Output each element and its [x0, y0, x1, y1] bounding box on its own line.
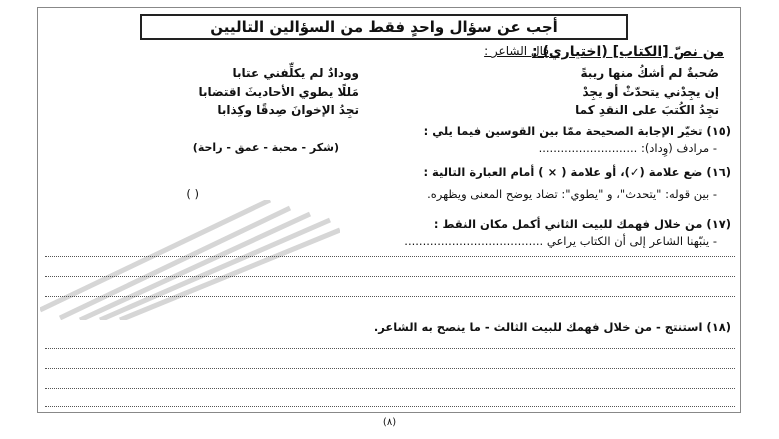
answer-line[interactable]: [45, 388, 735, 389]
answer-line[interactable]: [45, 256, 735, 257]
question-18: (١٨) استنتج - من خلال فهمك للبيت الثالث - ما ينصح به الشاعر.: [373, 320, 731, 334]
answer-line[interactable]: [45, 368, 735, 369]
answer-line[interactable]: [45, 276, 735, 277]
verse-2-first-half: إن يجِدْني يتحدّثْ أو يجِدْ: [582, 85, 719, 99]
question-15: (١٥) تخيّر الإجابة الصحيحة ممّا بين القوسين فيما يلي :: [423, 124, 731, 138]
question-15-item: - مرادف (وِداد): ...........................: [538, 141, 717, 155]
answer-line[interactable]: [45, 406, 735, 407]
instruction-header: أجب عن سؤال واحدٍ فقط من السؤالين التاليين: [140, 14, 628, 40]
verse-3-second-half: تجِدُ الإخوانَ صِدقًا وكِذابا: [217, 103, 359, 117]
question-16-item: - بين قوله: "يتحدث"، و "يطوي": تضاد يوضح المعنى ويظهره.: [427, 187, 717, 201]
question-16: (١٦) ضع علامة (✓)، أو علامة ( × ) أمام العبارة التالية :: [423, 165, 731, 179]
question-17-item: - ينبّهنا الشاعر إلى أن الكتاب يراعي ......................................: [404, 234, 717, 248]
question-16-answer-bracket[interactable]: ( ): [186, 187, 199, 201]
section-title: من نصّ [الكتاب] (اختياري) :: [531, 44, 724, 60]
verse-3-first-half: تجِدُ الكُتبَ على النقدِ كما: [575, 103, 719, 117]
page-number: (٨): [382, 417, 397, 428]
question-15-options: (شكر - محبة - عمق - راحة): [192, 141, 339, 154]
verse-2-second-half: مَللًا يطوي الأحاديثَ اقتضابا: [198, 85, 359, 99]
answer-line[interactable]: [45, 348, 735, 349]
verse-1-second-half: وودادٌ لم يكلِّفني عتابا: [232, 66, 359, 80]
answer-line[interactable]: [45, 296, 735, 297]
poet-label: قال الشاعر :: [484, 44, 549, 58]
question-17: (١٧) من خلال فهمك للبيت الثاني أكمل مكان النقط :: [433, 217, 731, 231]
verse-1-first-half: صُحبةٌ لم أشكُ منها ريبةً: [580, 66, 719, 80]
